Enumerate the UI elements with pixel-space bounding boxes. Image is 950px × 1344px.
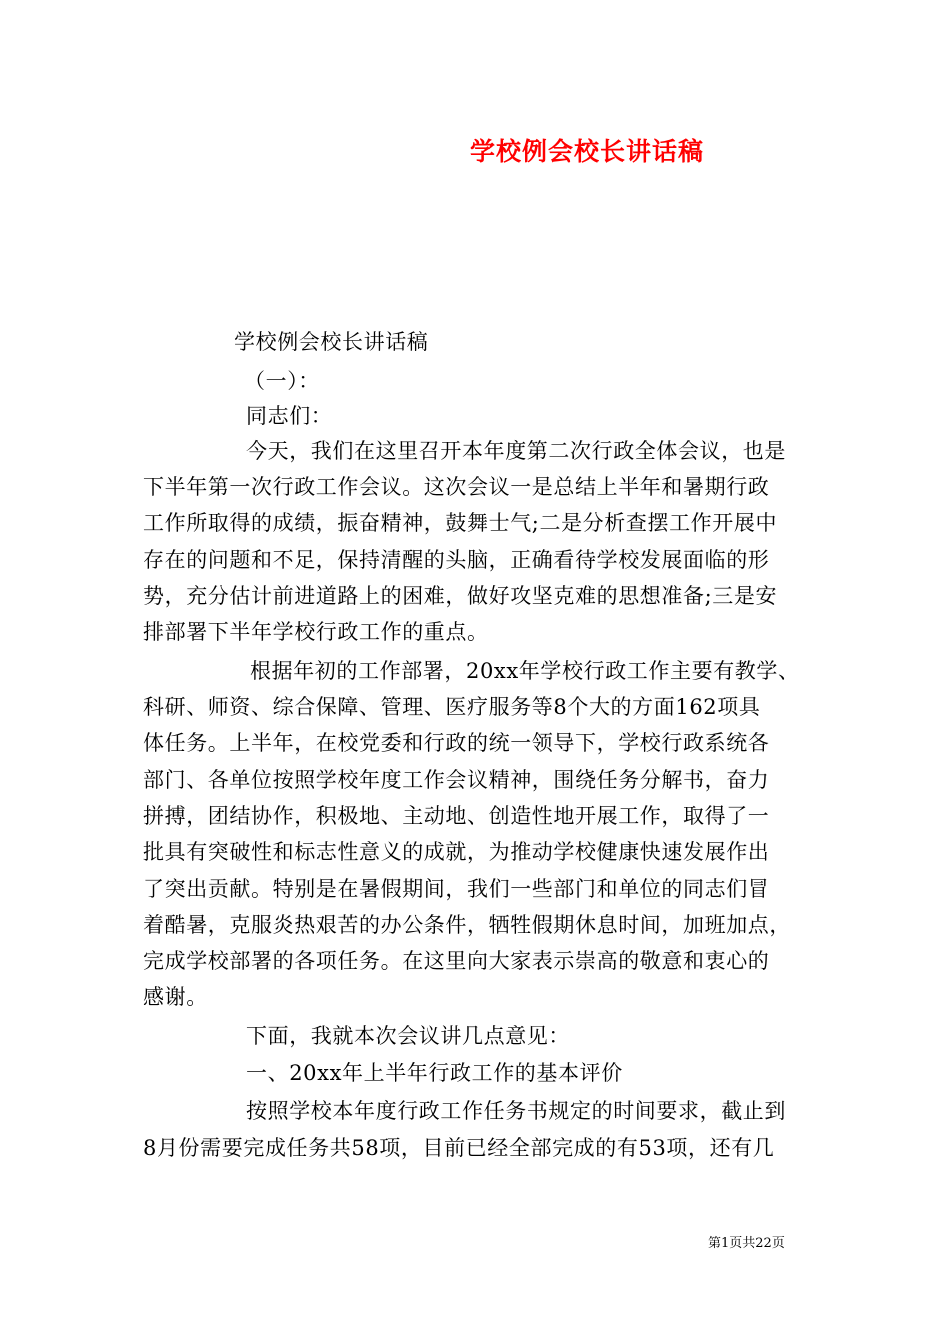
body-line: 存在的问题和不足，保持清醒的头脑，正确看待学校发展面临的形 <box>143 548 770 572</box>
body-line: 下半年第一次行政工作会议。这次会议一是总结上半年和暑期行政 <box>143 475 770 499</box>
document-title: 学校例会校长讲话稿 <box>470 137 705 166</box>
body-line: 着酷暑，克服炎热艰苦的办公条件，牺牲假期休息时间，加班加点， <box>143 913 791 937</box>
body-line: 根据年初的工作部署，20xx年学校行政工作主要有教学、 <box>250 659 800 683</box>
salutation: 同志们： <box>246 404 333 428</box>
body-line: 今天，我们在这里召开本年度第二次行政全体会议，也是 <box>246 439 786 463</box>
section-marker: （一）： <box>244 369 320 393</box>
body-line: 按照学校本年度行政工作任务书规定的时间要求，截止到 <box>246 1099 786 1123</box>
body-line: 势，充分估计前进道路上的困难，做好攻坚克难的思想准备;三是安 <box>143 584 778 608</box>
body-line: 部门、各单位按照学校年度工作会议精神，围绕任务分解书，奋力 <box>143 768 770 792</box>
body-line: 拼搏，团结协作，积极地、主动地、创造性地开展工作，取得了一 <box>143 804 770 828</box>
body-line: 批具有突破性和标志性意义的成就，为推动学校健康快速发展作出 <box>143 840 770 864</box>
body-line: 科研、师资、综合保障、管理、医疗服务等8个大的方面162项具 <box>143 695 761 719</box>
body-line: 感谢。 <box>143 985 208 1009</box>
body-line: 排部署下半年学校行政工作的重点。 <box>143 620 489 644</box>
body-line: 工作所取得的成绩，振奋精神，鼓舞士气;二是分析查摆工作开展中 <box>143 511 778 535</box>
body-line: 8月份需要完成任务共58项，目前已经全部完成的有53项，还有几 <box>143 1136 775 1160</box>
page-indicator: 第1页共22页 <box>708 1236 785 1251</box>
body-line: 完成学校部署的各项任务。在这里向大家表示崇高的敬意和衷心的 <box>143 949 770 973</box>
document-subtitle: 学校例会校长讲话稿 <box>234 330 429 354</box>
section-heading: 一、20xx年上半年行政工作的基本评价 <box>246 1061 623 1085</box>
body-line: 体任务。上半年，在校党委和行政的统一领导下，学校行政系统各 <box>143 731 770 755</box>
body-line: 下面，我就本次会议讲几点意见： <box>246 1024 570 1048</box>
body-line: 了突出贡献。特别是在暑假期间，我们一些部门和单位的同志们冒 <box>143 877 770 901</box>
